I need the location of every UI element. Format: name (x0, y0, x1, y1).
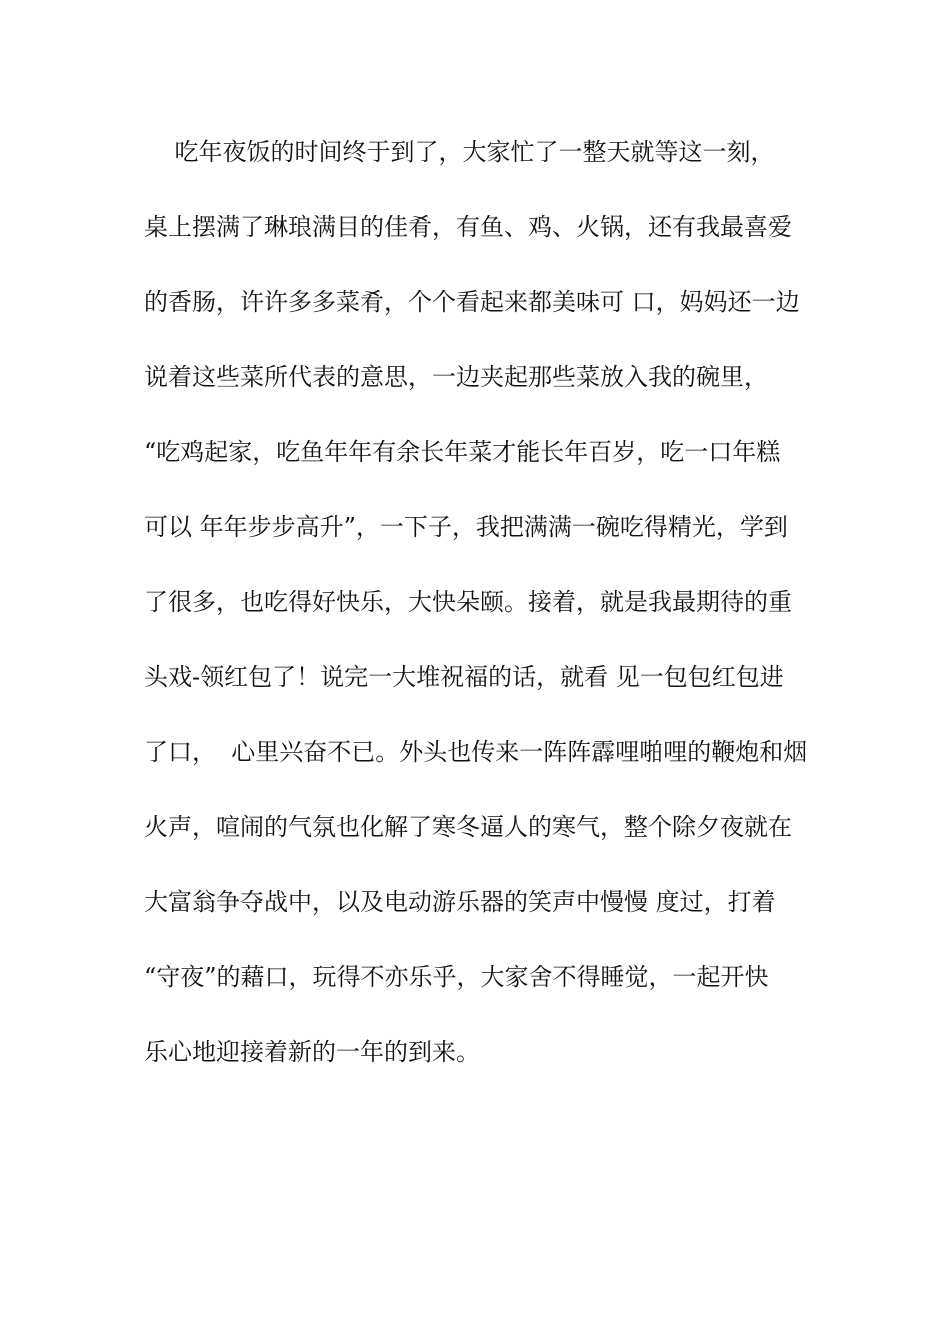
paragraph-line-12: “守夜”的藉口，玩得不亦乐乎，大家舍不得睡觉，一起开快 (144, 963, 769, 991)
paragraph-line-7: 了很多，也吃得好快乐，大快朵颐。接着，就是我最期待的重 (144, 588, 792, 616)
paragraph-line-3: 的香肠，许许多多菜肴，个个看起来都美味可 口，妈妈还一边 (144, 288, 800, 316)
paragraph-line-4: 说着这些菜所代表的意思，一边夹起那些菜放入我的碗里， (144, 363, 768, 391)
paragraph-line-1: 吃年夜饭的时间终于到了，大家忙了一整天就等这一刻， (144, 138, 775, 166)
paragraph-line-2: 桌上摆满了琳琅满目的佳肴，有鱼、鸡、火锅，还有我最喜爱 (144, 213, 792, 241)
paragraph-line-9: 了口， 心里兴奋不已。外头也传来一阵阵霹哩啪哩的鞭炮和烟 (144, 738, 808, 766)
body-paragraph (144, 126, 824, 1101)
paragraph-line-13: 乐心地迎接着新的一年的到来。 (144, 1038, 480, 1066)
paragraph-line-11: 大富翁争夺战中，以及电动游乐器的笑声中慢慢 度过，打着 (144, 888, 776, 916)
paragraph-line-8: 头戏-领红包了！说完一大堆祝福的话，就看 见一包包红包进 (144, 663, 784, 691)
paragraph-line-6: 可以 年年步步高升”，一下子，我把满满一碗吃得精光，学到 (144, 513, 788, 541)
paragraph-line-10: 火声，喧闹的气氛也化解了寒冬逼人的寒气，整个除夕夜就在 (144, 813, 792, 841)
paragraph-line-5: “吃鸡起家，吃鱼年年有余长年菜才能长年百岁，吃一口年糕 (144, 438, 781, 466)
